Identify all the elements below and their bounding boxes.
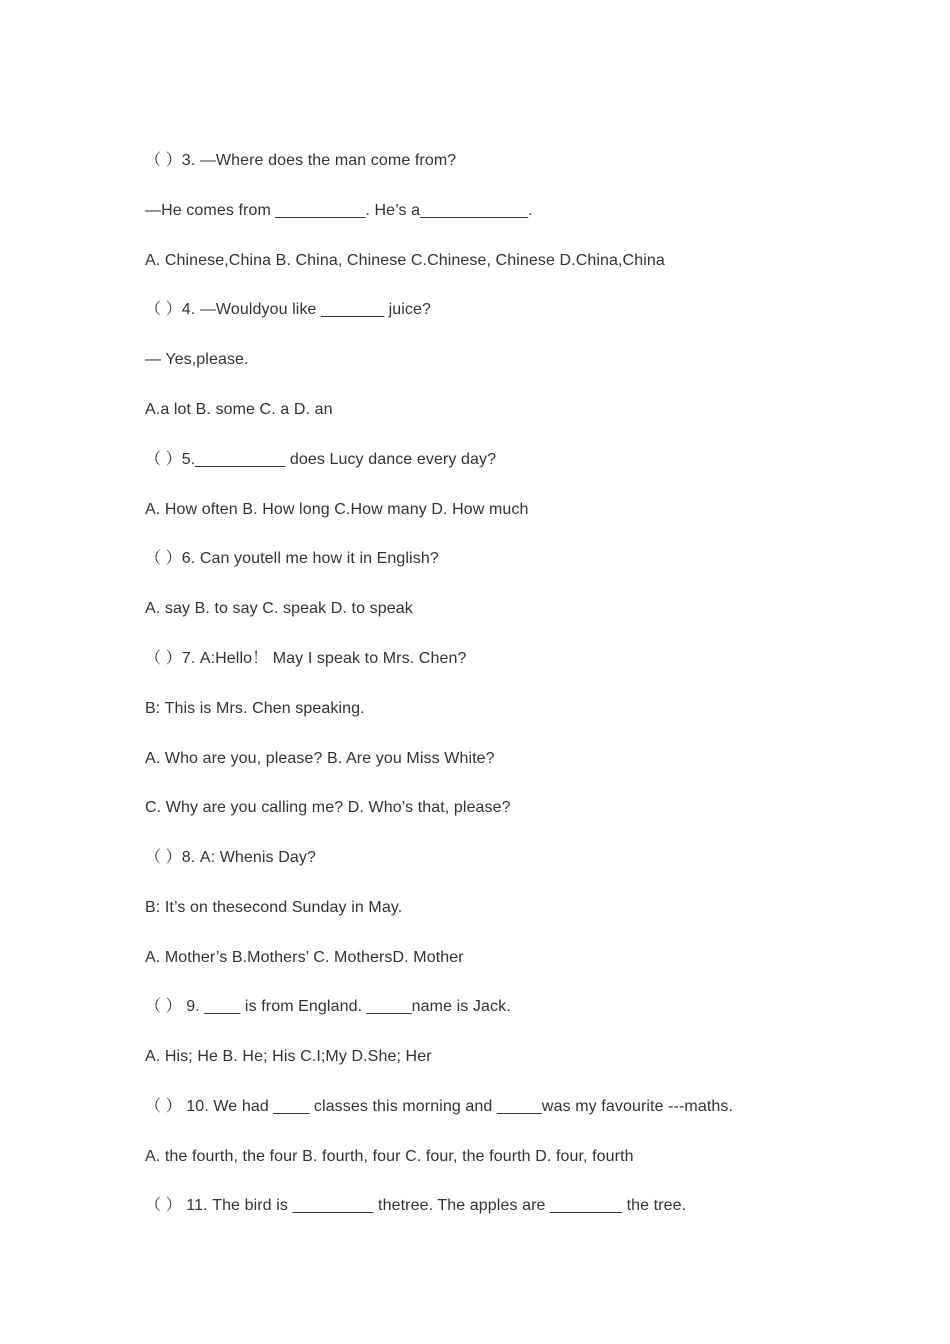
question-3-options: A. Chinese,China B. China, Chinese C.Chinese, Chinese D.China,China <box>145 252 665 269</box>
question-6-stem: （ ）6. Can youtell me how it in English? <box>145 550 439 567</box>
question-6-options: A. say B. to say C. speak D. to speak <box>145 600 413 617</box>
question-5-stem: （ ）5.__________ does Lucy dance every day? <box>145 451 497 468</box>
question-8-stem: （ ）8. A: Whenis Day? <box>145 849 316 866</box>
question-3-response: —He comes from __________. He’s a____________. <box>145 202 533 219</box>
question-3-stem: （ ）3. —Where does the man come from? <box>145 152 457 169</box>
question-5-options: A. How often B. How long C.How many D. How much <box>145 501 529 518</box>
question-9-stem: （ ） 9. ____ is from England. _____name is Jack. <box>145 998 511 1015</box>
question-4-options: A.a lot B. some C. a D. an <box>145 401 333 418</box>
question-7-options-ab: A. Who are you, please? B. Are you Miss White? <box>145 750 495 767</box>
question-4-stem: （ ）4. —Wouldyou like _______ juice? <box>145 301 432 318</box>
question-7-stem: （ ）7. A:Hello！ May I speak to Mrs. Chen? <box>145 650 467 667</box>
question-9-options: A. His; He B. He; His C.I;My D.She; Her <box>145 1048 432 1065</box>
question-11-stem: （ ） 11. The bird is _________ thetree. The apples are ________ the tree. <box>145 1197 687 1214</box>
question-8-options: A. Mother’s B.Mothers’ C. MothersD. Mother <box>145 949 464 966</box>
question-4-response: — Yes,please. <box>145 351 249 368</box>
question-8-response: B: It’s on thesecond Sunday in May. <box>145 899 403 916</box>
question-7-response: B: This is Mrs. Chen speaking. <box>145 700 365 717</box>
question-10-stem: （ ） 10. We had ____ classes this morning and _____was my favourite ---maths. <box>145 1098 734 1115</box>
question-10-options: A. the fourth, the four B. fourth, four C. four, the fourth D. four, fourth <box>145 1148 634 1165</box>
question-7-options-cd: C. Why are you calling me? D. Who’s that, please? <box>145 799 511 816</box>
